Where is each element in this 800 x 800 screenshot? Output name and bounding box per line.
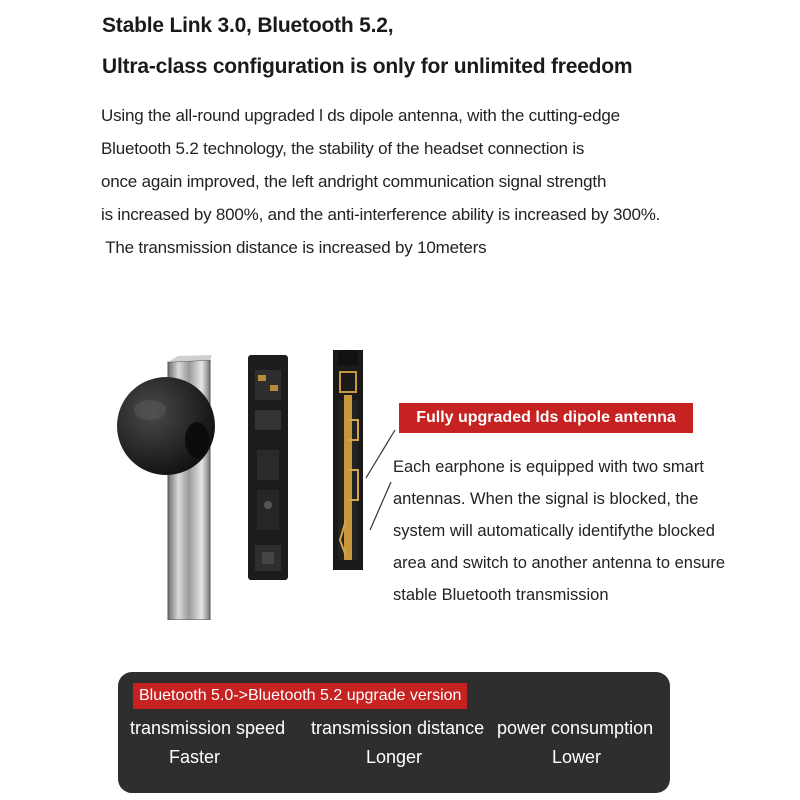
metric-label-distance: transmission distance xyxy=(311,718,485,738)
circuit-board-image xyxy=(248,355,288,580)
metric-value-speed: Faster xyxy=(169,747,221,767)
intro-line: Using the all-round upgraded l ds dipole antenna, with the cutting-edge xyxy=(101,106,620,125)
intro-line: Bluetooth 5.2 technology, the stability of the headset connection is xyxy=(101,139,585,158)
antenna-description-line: antennas. When the signal is blocked, the xyxy=(393,490,699,508)
antenna-description-line: Each earphone is equipped with two smart xyxy=(393,458,704,476)
intro-line: is increased by 800%, and the anti-interference ability is increased by 300%. xyxy=(101,205,661,224)
headline-line-2: Ultra-class configuration is only for unlimited freedom xyxy=(102,55,633,78)
antenna-description-line: system will automatically identifythe blocked xyxy=(393,522,715,540)
metric-value-power: Lower xyxy=(552,747,602,767)
upgrade-title: Bluetooth 5.0->Bluetooth 5.2 upgrade version xyxy=(133,683,467,709)
antenna-description-line: area and switch to another antenna to ensure xyxy=(393,554,726,572)
antenna-banner: Fully upgraded lds dipole antenna xyxy=(399,403,693,433)
antenna-module-image xyxy=(333,350,363,570)
callout-lines xyxy=(366,430,395,530)
antenna-description-line: stable Bluetooth transmission xyxy=(393,586,609,604)
headline-line-1: Stable Link 3.0, Bluetooth 5.2, xyxy=(102,14,394,37)
metric-label-power: power consumption xyxy=(497,718,654,738)
earbud-image xyxy=(117,355,215,620)
metric-label-speed: transmission speed xyxy=(130,718,286,738)
intro-line: once again improved, the left andright communication signal strength xyxy=(101,172,607,191)
metric-value-distance: Longer xyxy=(366,747,423,767)
intro-line: The transmission distance is increased by 10meters xyxy=(101,238,487,257)
